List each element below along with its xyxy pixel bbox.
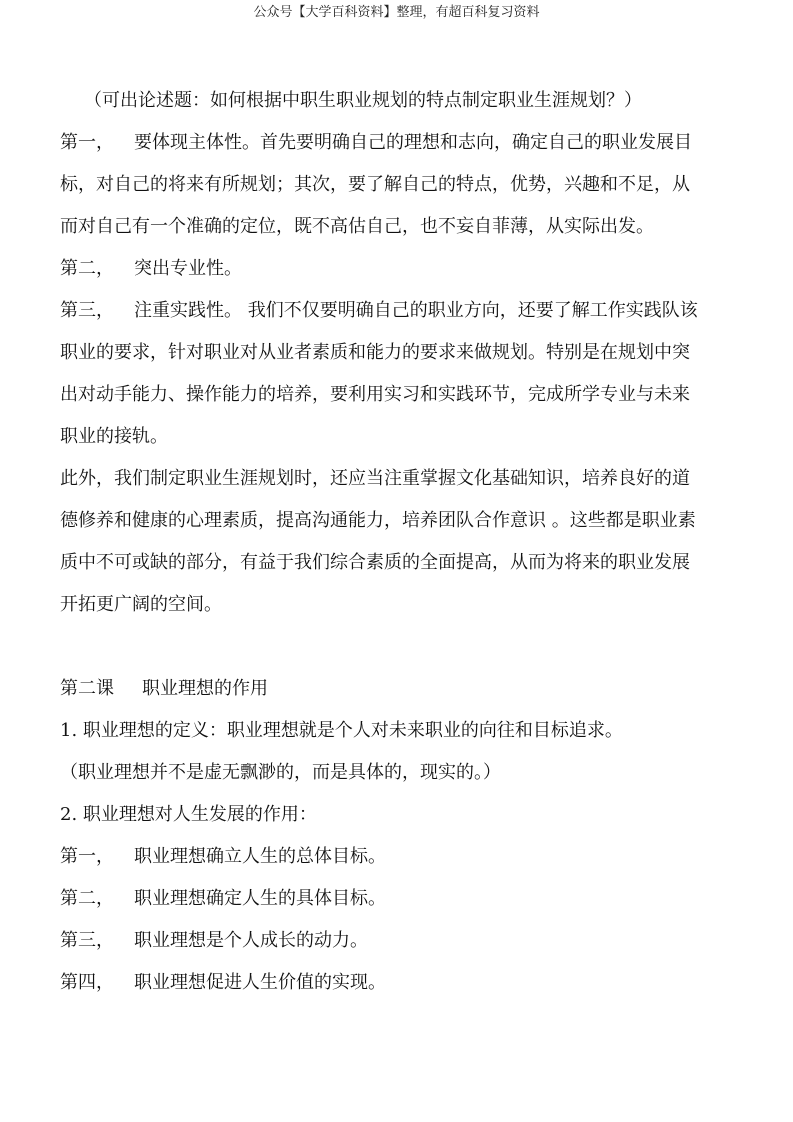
lesson-title: 职业理想的作用: [142, 678, 268, 699]
extra-paragraph-line-4: 开拓更广阔的空间。: [60, 594, 222, 615]
effects-heading: 2. 职业理想对人生发展的作用：: [60, 804, 317, 825]
point-2-line: [60, 256, 732, 298]
point-1-line-3: 而对自己有一个准确的定位，既不高估自己，也不妄自菲薄，从实际出发。: [60, 216, 654, 237]
effect-label: 第一，: [60, 846, 114, 867]
extra-paragraph-line-3: 质中不可或缺的部分，有益于我们综合素质的全面提高，从而为将来的职业发展: [60, 552, 690, 573]
definition-line: 1. 职业理想的定义：职业理想就是个人对未来职业的向往和目标追求。: [60, 720, 623, 741]
effect-label: 第二，: [60, 888, 114, 909]
point-3-line-2: 职业的要求，针对职业对从业者素质和能力的要求来做规划。特别是在规划中突: [60, 342, 690, 363]
effect-text: 职业理想确定人生的具体目标。: [134, 888, 386, 909]
definition-note: （职业理想并不是虚无飘渺的，而是具体的，现实的。）: [60, 762, 501, 783]
point-1-line-2: 标，对自己的将来有所规划；其次，要了解自己的特点，优势，兴趣和不足，从: [60, 174, 690, 195]
effect-text: 职业理想确立人生的总体目标。: [134, 846, 386, 867]
point-3-label: 第三，: [60, 300, 114, 321]
point-1-line-1: [60, 130, 732, 172]
point-2-label: 第二，: [60, 258, 114, 279]
lesson-heading: [60, 676, 732, 718]
effect-text: 职业理想促进人生价值的实现。: [134, 972, 386, 993]
effect-label: 第三，: [60, 930, 114, 951]
extra-paragraph-line-1: 此外，我们制定职业生涯规划时，还应当注重掌握文化基础知识，培养良好的道: [60, 468, 690, 489]
page-header: 公众号【大学百科资料】整理，有超百科复习资料: [253, 5, 540, 20]
document-body: [60, 88, 732, 1012]
point-1-label: 第一，: [60, 132, 114, 153]
effect-item: [60, 886, 732, 928]
effect-item: [60, 844, 732, 886]
point-2-text: 突出专业性。: [134, 258, 242, 279]
effect-text: 职业理想是个人成长的动力。: [134, 930, 368, 951]
extra-paragraph-line-2: 德修养和健康的心理素质，提高沟通能力，培养团队合作意识 。这些都是职业素: [60, 510, 696, 531]
point-3-text: 注重实践性。 我们不仅要明确自己的职业方向，还要了解工作实践队该: [134, 300, 698, 321]
lesson-number: 第二课: [60, 678, 114, 699]
essay-question: （可出论述题：如何根据中职生职业规划的特点制定职业生涯规划？）: [84, 90, 642, 111]
effect-item: [60, 928, 732, 970]
effect-item: [60, 970, 732, 1012]
effect-label: 第四，: [60, 972, 114, 993]
point-3-line-4: 职业的接轨。: [60, 426, 168, 447]
point-1-text: 要体现主体性。首先要明确自己的理想和志向，确定自己的职业发展目: [134, 132, 692, 153]
point-3-line-3: 出对动手能力、操作能力的培养，要利用实习和实践环节，完成所学专业与未来: [60, 384, 690, 405]
point-3-line-1: [60, 298, 732, 340]
